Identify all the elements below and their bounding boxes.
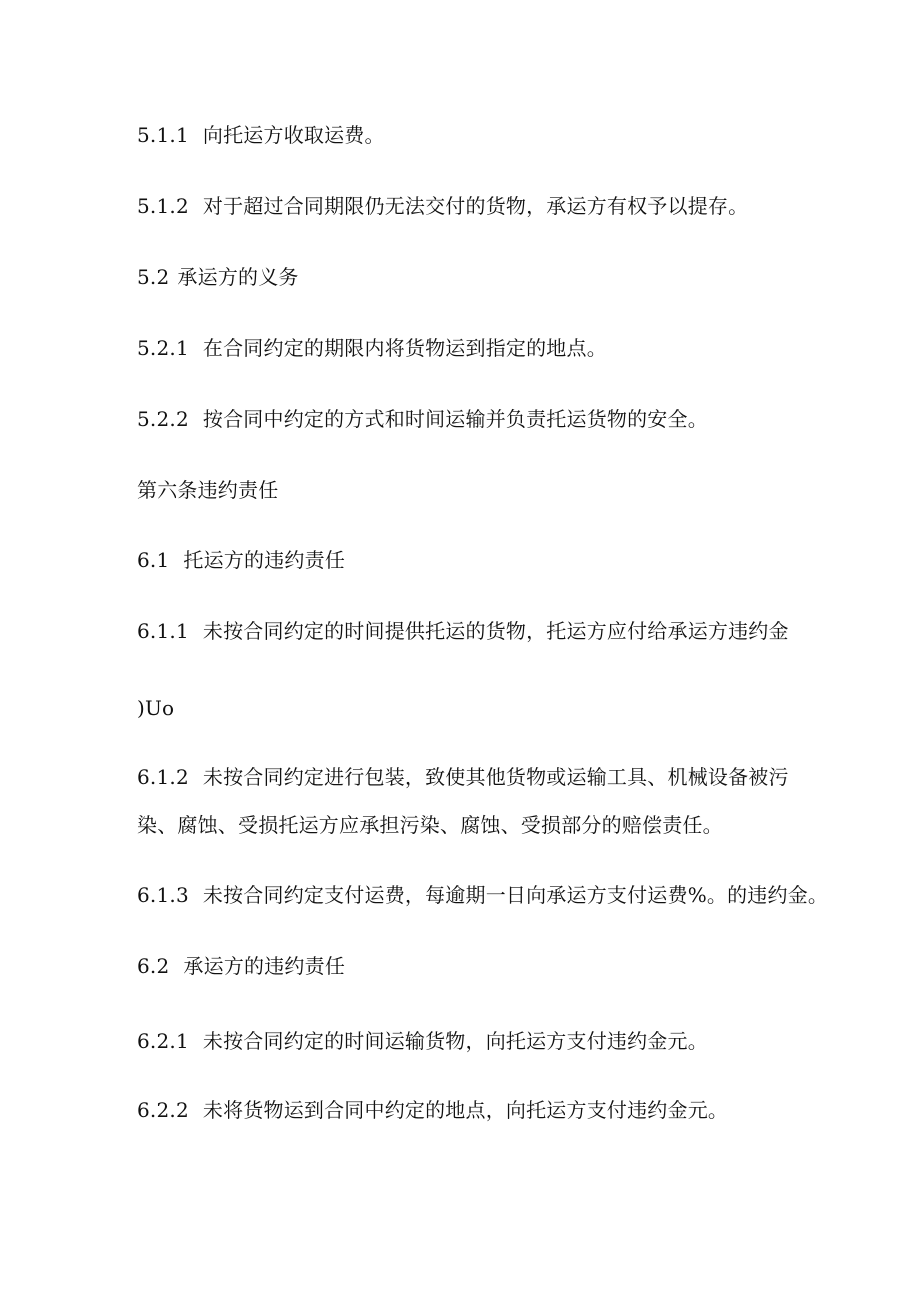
clause-number: 6.2.1 — [137, 1029, 189, 1053]
clause-number: 5.2.2 — [137, 407, 189, 431]
section-5-2-heading — [137, 263, 299, 291]
clause-6-1-1-continuation — [137, 694, 174, 722]
clause-5-1-2 — [137, 192, 748, 220]
article-title: 第六条违约责任 — [137, 478, 279, 502]
clause-5-2-1 — [137, 334, 607, 362]
clause-6-2-1 — [137, 1027, 708, 1055]
clause-number: 5.2 — [137, 265, 170, 289]
section-6-2-heading — [137, 952, 345, 980]
clause-text: 未将货物运到合同中约定的地点，向托运方支付违约金元。 — [202, 1098, 729, 1122]
clause-text: )Uo — [137, 696, 175, 720]
clause-text: 向托运方收取运费。 — [202, 123, 385, 147]
clause-number: 5.2.1 — [137, 336, 189, 360]
clause-6-1-2-continuation — [137, 811, 723, 839]
clause-number: 6.1.2 — [137, 765, 189, 789]
clause-6-1-3 — [137, 881, 828, 909]
clause-5-1-1 — [137, 121, 385, 149]
clause-number: 5.1.1 — [137, 123, 189, 147]
clause-6-1-2 — [137, 763, 789, 791]
clause-text: 对于超过合同期限仍无法交付的货物，承运方有权予以提存。 — [202, 194, 749, 218]
clause-number: 6.1 — [137, 548, 170, 572]
clause-text: 染、腐蚀、受损托运方应承担污染、腐蚀、受损部分的赔偿责任。 — [137, 813, 723, 837]
article-6-heading — [137, 476, 278, 504]
clause-number: 6.1.1 — [137, 619, 189, 643]
clause-text: 按合同中约定的方式和时间运输并负责托运货物的安全。 — [202, 407, 708, 431]
clause-5-2-2 — [137, 405, 708, 433]
clause-number: 6.2 — [137, 954, 170, 978]
clause-text: 承运方的违约责任 — [183, 954, 346, 978]
clause-6-1-1 — [137, 617, 789, 645]
clause-text: 承运方的义务 — [177, 265, 299, 289]
clause-text: 托运方的违约责任 — [183, 548, 346, 572]
clause-text: 未按合同约定进行包装，致使其他货物或运输工具、机械设备被污 — [202, 765, 789, 789]
clause-text: 未按合同约定支付运费，每逾期一日向承运方支付运费%。的违约金。 — [202, 883, 829, 907]
clause-text: 在合同约定的期限内将货物运到指定的地点。 — [202, 336, 607, 360]
clause-6-2-2 — [137, 1096, 728, 1124]
clause-number: 5.1.2 — [137, 194, 189, 218]
section-6-1-heading — [137, 546, 345, 574]
clause-number: 6.2.2 — [137, 1098, 189, 1122]
clause-text: 未按合同约定的时间运输货物，向托运方支付违约金元。 — [202, 1029, 708, 1053]
clause-number: 6.1.3 — [137, 883, 189, 907]
clause-text: 未按合同约定的时间提供托运的货物，托运方应付给承运方违约金 — [202, 619, 789, 643]
